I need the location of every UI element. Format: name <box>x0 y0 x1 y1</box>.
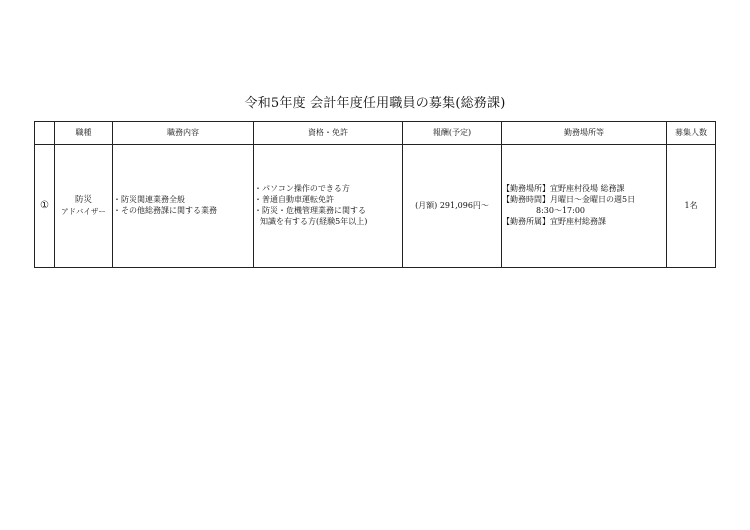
header-job-type: 職種 <box>55 122 113 145</box>
row-job-type <box>55 145 113 268</box>
table-row <box>35 145 716 268</box>
workplace-item: 【勤務所属】宜野座村総務課 <box>502 216 606 226</box>
header-workplace: 勤務場所等 <box>502 122 667 145</box>
recruitment-table <box>34 121 716 268</box>
job-type-line-1: 防災 <box>74 195 92 206</box>
header-number <box>35 122 55 145</box>
header-count: 募集人数 <box>667 122 716 145</box>
row-qualifications <box>254 145 403 268</box>
workplace-item: 8:30～17:00 <box>536 206 586 215</box>
workplace-item: 【勤務時間】月曜日～金曜日の週5日 <box>502 195 636 205</box>
duty-item: ・防災関連業務全般 <box>113 195 185 205</box>
workplace-item: 【勤務場所】宜野座村役場 総務課 <box>502 184 625 194</box>
qualification-item: ・防災・危機管理業務に関する <box>254 206 366 215</box>
row-duties <box>113 145 254 268</box>
job-type-line-2: アドバイザー <box>61 206 106 216</box>
row-workplace <box>502 145 667 268</box>
qualification-item: 知識を有する方(経験5年以上) <box>260 216 368 226</box>
row-pay: (月額) 291,096円～ <box>403 145 502 268</box>
table-header-row <box>35 122 716 145</box>
page-title: 令和5年度 会計年度任用職員の募集(総務課) <box>244 96 506 111</box>
header-duties: 職務内容 <box>113 122 254 145</box>
row-number: ① <box>35 145 55 268</box>
header-qualifications: 資格・免許 <box>254 122 403 145</box>
duty-item: ・その他総務課に関する業務 <box>113 206 217 215</box>
qualification-item: ・普通自動車運転免許 <box>254 195 334 205</box>
header-pay: 報酬(予定) <box>403 122 502 145</box>
qualification-item: ・パソコン操作のできる方 <box>254 184 350 194</box>
row-count: 1名 <box>667 145 716 268</box>
